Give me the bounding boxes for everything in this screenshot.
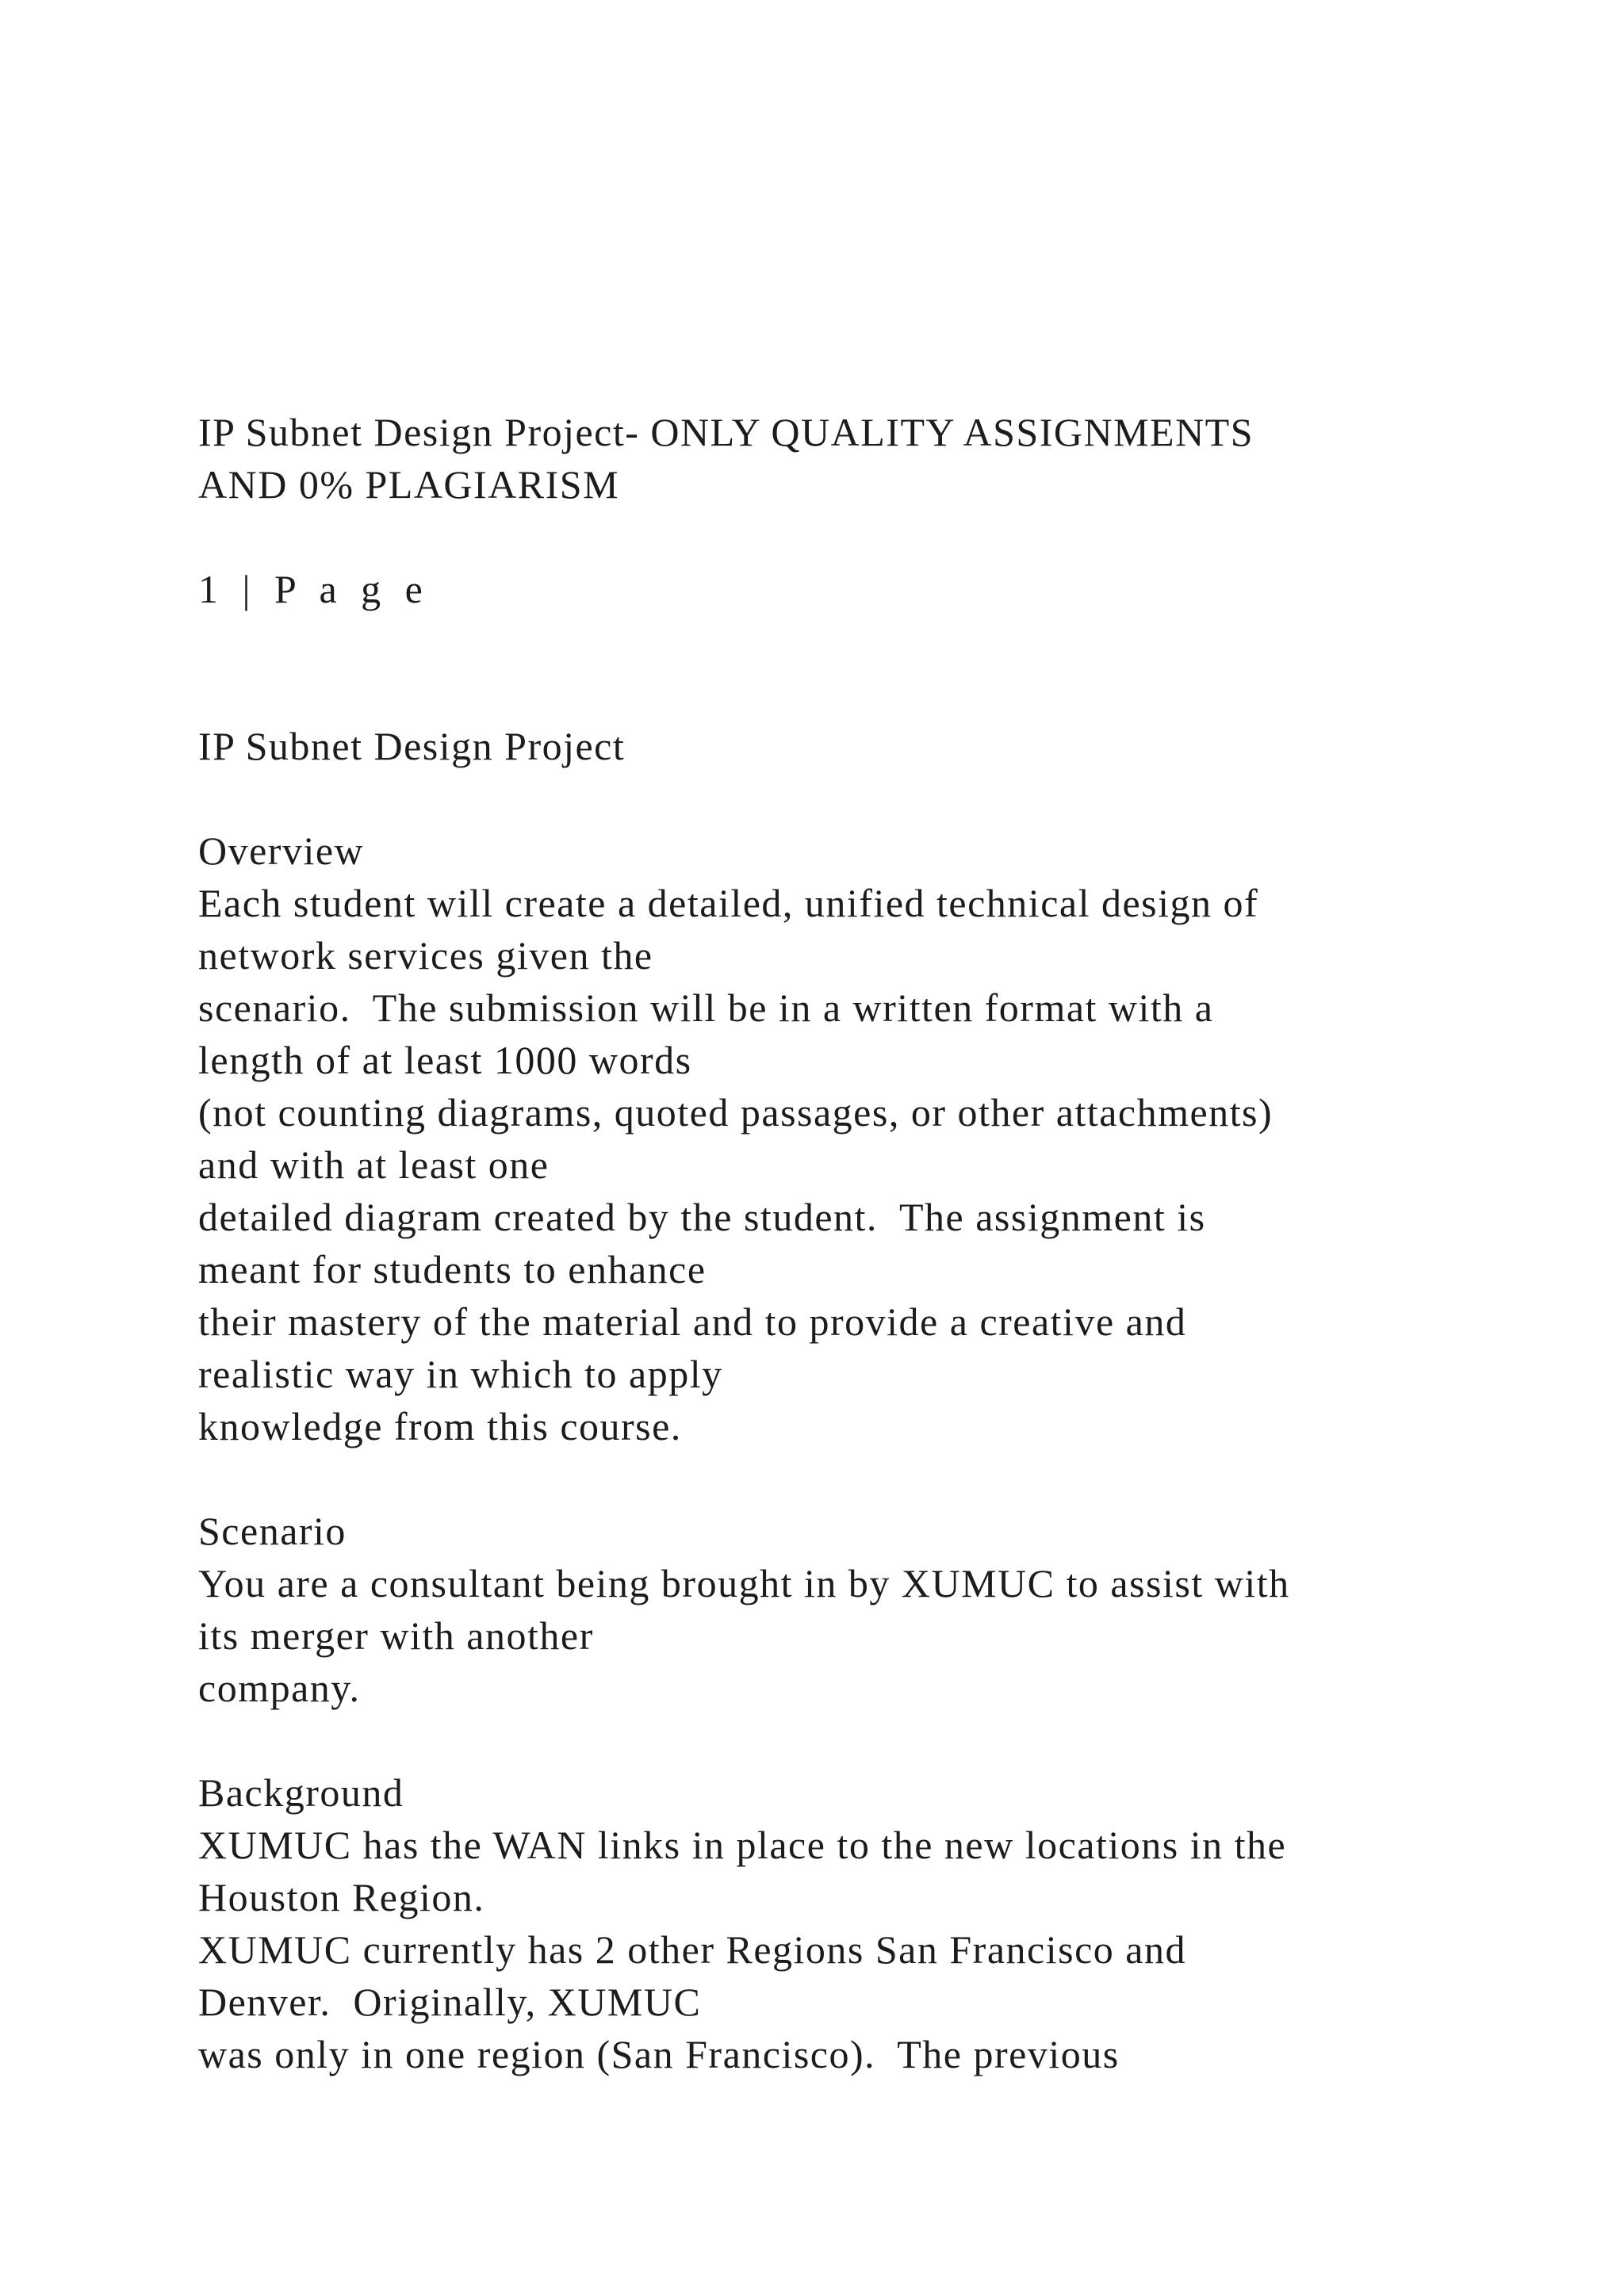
overview-line: scenario. The submission will be in a written format with a [198,985,1214,1030]
background-line: Denver. Originally, XUMUC [198,1980,702,2024]
overview-line: network services given the [198,933,653,978]
title-line: AND 0% PLAGIARISM [198,462,620,507]
title-line: IP Subnet Design Project- ONLY QUALITY ASSIGNMENTS [198,410,1254,454]
scenario-line: company. [198,1666,361,1710]
overview-line: (not counting diagrams, quoted passages, or other attachments) [198,1090,1274,1135]
document-heading: IP Subnet Design Project [198,724,626,768]
background-line: Houston Region. [198,1875,485,1919]
background-heading: Background [198,1770,404,1815]
background-line: XUMUC currently has 2 other Regions San Francisco and [198,1927,1186,1972]
page-marker: 1 | P a g e [198,567,430,611]
overview-line: detailed diagram created by the student. The assignment is [198,1195,1206,1239]
overview-line: their mastery of the material and to provide a creative and [198,1299,1187,1344]
overview-line: meant for students to enhance [198,1247,707,1292]
overview-line: knowledge from this course. [198,1404,682,1448]
background-line: XUMUC has the WAN links in place to the new locations in the [198,1823,1287,1867]
scenario-line: its merger with another [198,1613,594,1658]
document-body [198,406,1546,2080]
scenario-heading: Scenario [198,1509,347,1553]
overview-line: realistic way in which to apply [198,1352,723,1396]
overview-heading: Overview [198,828,365,873]
background-line: was only in one region (San Francisco). The previous [198,2032,1120,2076]
overview-line: and with at least one [198,1142,550,1187]
scenario-line: You are a consultant being brought in by XUMUC to assist with [198,1561,1290,1605]
overview-line: length of at least 1000 words [198,1038,692,1082]
overview-line: Each student will create a detailed, unified technical design of [198,881,1259,925]
